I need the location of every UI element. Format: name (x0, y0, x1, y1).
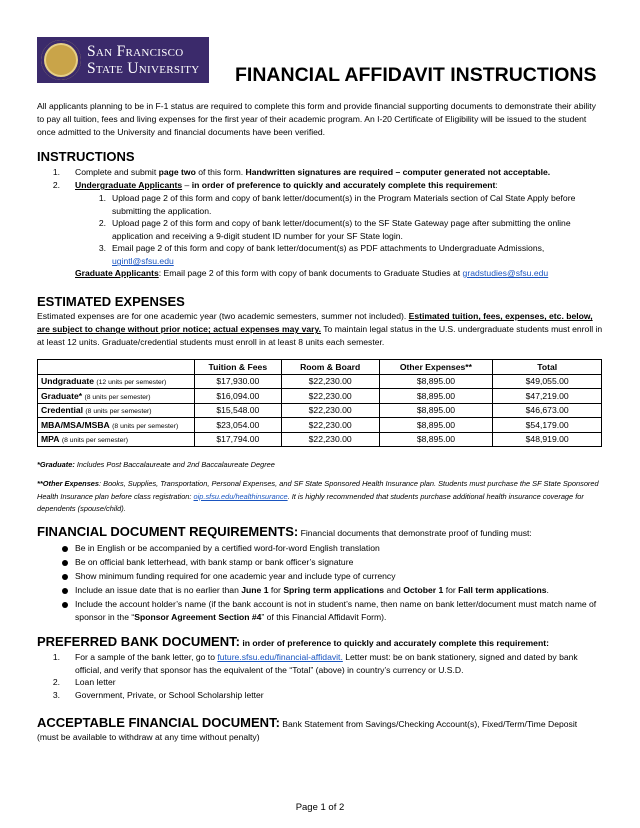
graduate-applicants-line: Graduate Applicants: Email page 2 of this form with copy of bank documents to Graduate Studies at gradstudies@sfsu.edu (75, 268, 549, 278)
row-label: Credential (8 units per semester) (38, 403, 195, 418)
instruction-subitem-1: Upload page 2 of this form and copy of bank letter/document(s) in the Program Materials section of Cal State Apply before submitting the application. (112, 193, 576, 217)
requirement-item: Be on official bank letterhead, with bank stamp or bank officer’s signature (75, 557, 354, 567)
preferred-bank-document-heading: PREFERRED BANK DOCUMENT: in order of preference to quickly and accurately complete this requirement: (37, 634, 549, 649)
instruction-item-2: Undergraduate Applicants – in order of preference to quickly and accurately complete this requirement: (75, 180, 498, 190)
total-cell: $54,179.00 (493, 418, 602, 433)
column-header: Tuition & Fees (194, 360, 281, 375)
requirement-item: Be in English or be accompanied by a certified word-for-word English translation (75, 543, 380, 553)
expenses-table (37, 359, 602, 447)
tuition-cell: $23,054.00 (194, 418, 281, 433)
requirement-item: Include an issue date that is no earlier than June 1 for Spring term applications and October 1 for Fall term applications. (75, 585, 549, 595)
room-cell: $22,230.00 (281, 403, 379, 418)
tuition-cell: $17,930.00 (194, 374, 281, 389)
instruction-number: 2. (52, 180, 60, 190)
room-cell: $22,230.00 (281, 432, 379, 447)
subitem-number: 3. (98, 243, 106, 253)
logo-wordmark (87, 43, 200, 77)
estimated-expenses-heading: ESTIMATED EXPENSES (37, 294, 185, 309)
subitem-number: 2. (98, 218, 106, 228)
preferred-item-2: Loan letter (75, 677, 116, 687)
other-cell: $8,895.00 (379, 389, 493, 404)
other-cell: $8,895.00 (379, 403, 493, 418)
graduate-footnote: *Graduate: Includes Post Baccalaureate and 2nd Baccalaureate Degree (37, 460, 275, 469)
other-expenses-footnote: **Other Expenses: Books, Supplies, Transportation, Personal Expenses, and SF State Sponsored Health Insurance plan. Students must purchase the SF State Sponsored Health Insurance plan before class registration: oip.sfsu.edu/healthinsurance. It is highly recommended that students purchase additional health insurance coverage for dependents (spouse/child). (37, 479, 599, 513)
tuition-cell: $17,794.00 (194, 432, 281, 447)
instruction-subitem-2: Upload page 2 of this form and copy of bank letter/document(s) to the SF State Gateway page after submitting the online application and receiving a 9-digit student ID number for your SF State login. (112, 218, 571, 242)
other-cell: $8,895.00 (379, 418, 493, 433)
acceptable-document-note: (must be available to withdraw at any time without penalty) (37, 732, 260, 742)
total-cell: $49,055.00 (493, 374, 602, 389)
list-number: 3. (52, 690, 60, 700)
table-row (38, 389, 602, 404)
instructions-heading: INSTRUCTIONS (37, 149, 135, 164)
instruction-item-1: Complete and submit page two of this form. Handwritten signatures are required – computer generated not acceptable. (75, 167, 551, 177)
row-label: MPA (8 units per semester) (38, 432, 195, 447)
list-number: 2. (52, 677, 60, 687)
preferred-item-3: Government, Private, or School Scholarship letter (75, 690, 264, 700)
instruction-subitem-3: Email page 2 of this form and copy of bank letter/document(s) as PDF attachments to Undergraduate Admissions, ugintl@sfsu.edu (112, 243, 545, 267)
university-seal-icon (41, 40, 81, 80)
subitem-number: 1. (98, 193, 106, 203)
logo-line-2: State University (87, 60, 200, 77)
row-label: Graduate* (8 units per semester) (38, 389, 195, 404)
gradstudies-email-link[interactable]: gradstudies@sfsu.edu (462, 268, 549, 278)
bullet-icon (62, 574, 68, 580)
sfsu-logo (37, 37, 209, 83)
tuition-cell: $15,548.00 (194, 403, 281, 418)
room-cell: $22,230.00 (281, 374, 379, 389)
table-row (38, 418, 602, 433)
total-cell: $48,919.00 (493, 432, 602, 447)
table-row (38, 432, 602, 447)
preferred-item-1: For a sample of the bank letter, go to future.sfsu.edu/financial-affidavit. Letter must: be on bank stationery, signed and dated by bank official, and verify that sponsor has the equivalent of the “Total” (above) in country’s currency or U.S.D. (75, 652, 578, 676)
logo-line-1: San Francisco (87, 43, 184, 60)
bullet-icon (62, 546, 68, 552)
room-cell: $22,230.00 (281, 418, 379, 433)
list-number: 1. (52, 652, 60, 662)
other-cell: $8,895.00 (379, 374, 493, 389)
table-row (38, 403, 602, 418)
column-header: Total (493, 360, 602, 375)
requirement-item: Include the account holder’s name (if the bank account is not in student’s name, then name on bank letter/document must match name of sponsor in the “Sponsor Agreement Section #4” of this Financial Affidavit Form). (75, 599, 597, 623)
financial-requirements-heading: FINANCIAL DOCUMENT REQUIREMENTS: Financial documents that demonstrate proof of funding must: (37, 524, 532, 539)
page-number: Page 1 of 2 (295, 802, 345, 813)
column-header: Room & Board (281, 360, 379, 375)
bullet-icon (62, 602, 68, 608)
acceptable-document-heading: ACCEPTABLE FINANCIAL DOCUMENT: Bank Statement from Savings/Checking Account(s), Fixed/Term/Time Deposit (37, 715, 578, 730)
column-header (38, 360, 195, 375)
row-label: MBA/MSA/MSBA (8 units per semester) (38, 418, 195, 433)
requirement-item: Show minimum funding required for one academic year and include type of currency (75, 571, 396, 581)
other-cell: $8,895.00 (379, 432, 493, 447)
instruction-number: 1. (52, 167, 60, 177)
health-insurance-link[interactable]: oip.sfsu.edu/healthinsurance (193, 491, 288, 501)
ugintl-email-link[interactable]: ugintl@sfsu.edu (112, 256, 174, 267)
row-label: Undgraduate (12 units per semester) (38, 374, 195, 389)
bullet-icon (62, 588, 68, 594)
expenses-paragraph: Estimated expenses are for one academic year (two academic semesters, summer not included). Estimated tuition, fees, expenses, etc. below, are subject to change without prior notice; actual expenses may vary. To maintain legal status in the U.S. undergraduate students must enroll in at least 12 units. Graduate/credential students must enroll in at least 8 units each semester. (37, 311, 603, 348)
page-title: FINANCIAL AFFIDAVIT INSTRUCTIONS (235, 64, 597, 86)
bullet-icon (62, 560, 68, 566)
room-cell: $22,230.00 (281, 389, 379, 404)
total-cell: $47,219.00 (493, 389, 602, 404)
table-header-row (38, 360, 602, 375)
table-row (38, 374, 602, 389)
tuition-cell: $16,094.00 (194, 389, 281, 404)
total-cell: $46,673.00 (493, 403, 602, 418)
column-header: Other Expenses** (379, 360, 493, 375)
intro-paragraph: All applicants planning to be in F-1 status are required to complete this form and provide financial supporting documents to demonstrate their ability to pay all tuition, fees and living expenses for the first year of their academic program. An I-20 Certificate of Eligibility will be issued to the student once admitted to the University and financial documents have been verified. (37, 101, 596, 138)
bank-letter-sample-link[interactable]: future.sfsu.edu/financial-affidavit. (217, 652, 343, 662)
